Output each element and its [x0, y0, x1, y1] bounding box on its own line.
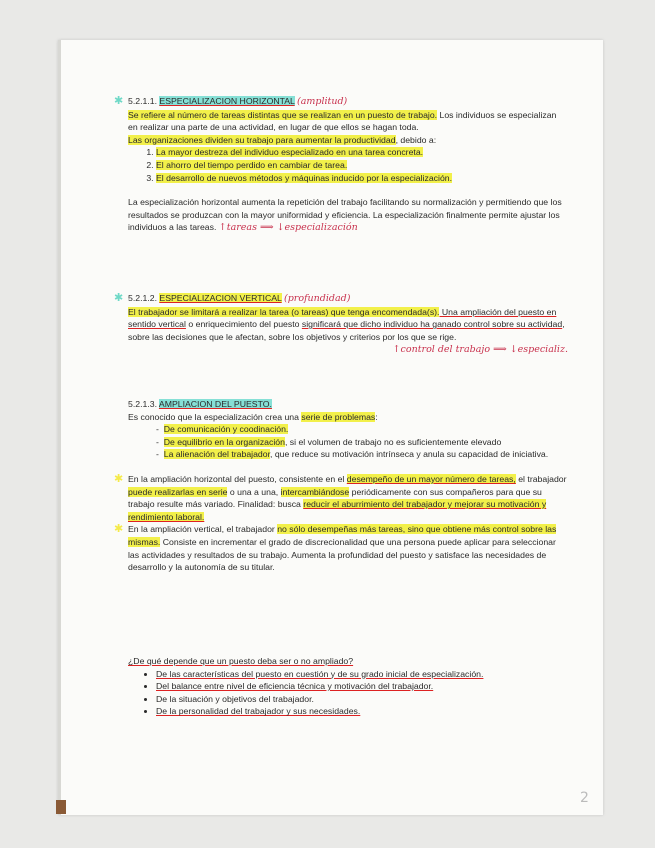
star-icon: ✱	[114, 523, 124, 536]
list-item: 3. El desarrollo de nuevos métodos y máquinas inducido por la especialización.	[156, 172, 568, 185]
list-item: • Del balance entre nivel de eficiencia técnica y motivación del trabajador.	[156, 680, 568, 693]
section-vertical	[114, 292, 568, 357]
reasons-list	[128, 146, 568, 184]
section-horizontal	[114, 95, 568, 235]
section-question	[128, 655, 568, 718]
list-item: 2. El ahorro del tiempo perdido en cambiar de tarea.	[156, 159, 568, 172]
problems-list	[128, 423, 568, 461]
page-number: 2	[580, 790, 589, 806]
paragraph: ✱ En la ampliación vertical, el trabajador no sólo desempeñas más tareas, sino que obtiene más control sobre las mismas. Consiste en incrementar el grado de discrecionalidad que una persona puede aplicar para seleccionar las actividades y resultados de su trabajo. Aumenta la profundidad del puesto y satisface las necesidades de desarrollo y la autonomía de su titular.	[114, 523, 557, 573]
paragraph: Las organizaciones dividen su trabajo para aumentar la productividad, debido a:	[128, 134, 437, 145]
section-ampliacion	[114, 398, 568, 574]
paragraph: La especialización horizontal aumenta la repetición del trabajo facilitando su normalización y permitiendo que los resultados se produzcan con la mayor uniformidad y eficiencia. La especialización finalmente permite ajustar los individuos a las tareas. ↑tareas ⟹ ↓especialización	[128, 197, 562, 234]
star-icon: ✱	[114, 292, 124, 304]
handwritten-note: ↑control del trabajo ⟹ ↓especializ.	[392, 344, 568, 356]
list-item: • De la situación y objetivos del trabajador.	[156, 693, 568, 706]
question-heading: ¿De qué depende que un puesto deba ser o no ampliado?	[128, 656, 354, 666]
list-item: - De comunicación y coodinación.	[156, 424, 289, 435]
star-icon: ✱	[114, 472, 124, 485]
section-heading: 5.2.1.1. ESPECIALIZACION HORIZONTAL (amplitud)	[128, 96, 348, 107]
list-item: - La alienación del trabajador, que reduce su motivación intrínseca y anula su capacidad de iniciativa.	[156, 449, 549, 460]
list-item: - De equilibrio en la organización, si el volumen de trabajo no es suficientemente elevado	[156, 436, 502, 447]
star-icon: ✱	[114, 95, 124, 107]
list-item: • De la personalidad del trabajador y sus necesidades.	[156, 705, 568, 718]
paragraph: Es conocido que la especialización crea una serie de problemas:	[128, 411, 378, 422]
paragraph: Se refiere al número de tareas distintas que se realizan en un puesto de trabajo. Los individuos se especializan en realizar una parte de una actividad, en lugar de que ellos se hagan toda.	[128, 109, 557, 133]
paragraph: ✱ En la ampliación horizontal del puesto, consistente en el desempeño de un mayor número de tareas, el trabajador puede realizarlas en serie o una a una, intercambiándose periódicamente con sus compañeros para que su trabajo resulte más variado. Finalidad: busca reducir el aburrimiento del trabajador y mejorar su motivación y rendimiento laboral.	[114, 472, 567, 522]
paragraph: El trabajador se limitará a realizar la tarea (o tareas) que tenga encomendada(s). Una ampliación del puesto en sentido vertical o enriquecimiento del puesto significará que dicho individuo ha ganado control sobre su actividad, sobre las decisiones que le afectan, sobre los objetivos y criterios por los que se rige.	[128, 306, 565, 342]
list-item: 1. La mayor destreza del individuo especializado en una tarea concreta.	[156, 146, 568, 159]
section-heading: 5.2.1.3. AMPLIACION DEL PUESTO.	[128, 399, 272, 409]
factors-list	[128, 668, 568, 718]
section-heading: 5.2.1.2. ESPECIALIZACION VERTICAL (profundidad)	[128, 293, 351, 304]
list-item: • De las características del puesto en cuestión y de su grado inicial de especialización.	[156, 668, 568, 681]
